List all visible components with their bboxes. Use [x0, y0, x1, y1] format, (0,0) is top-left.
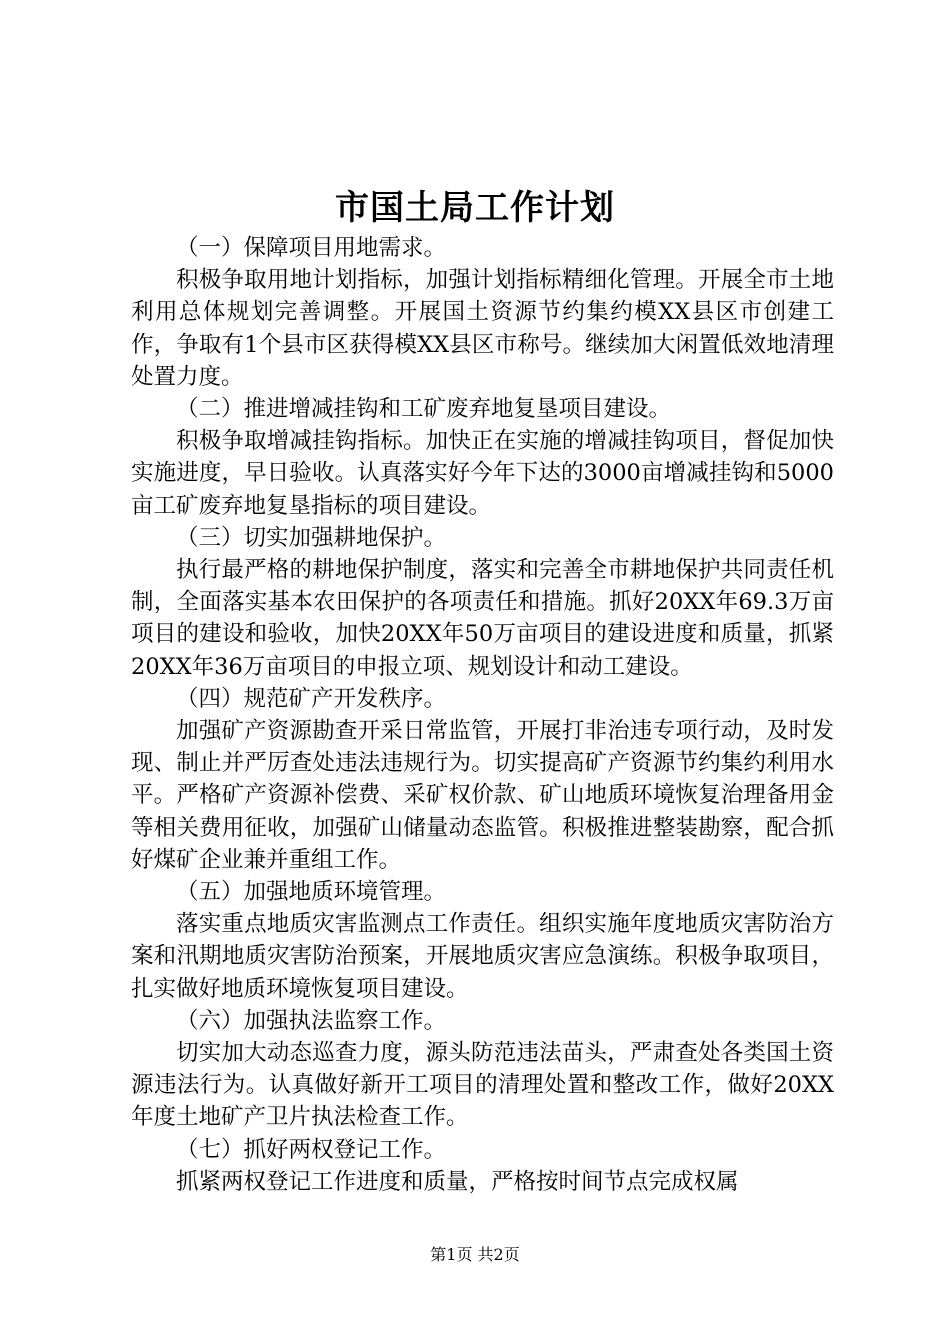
section-heading-7: （七）抓好两权登记工作。	[176, 1136, 447, 1163]
section-heading-3: （三）切实加强耕地保护。	[176, 524, 447, 551]
section-heading-5: （五）加强地质环境管理。	[176, 879, 447, 906]
paragraph-2: 积极争取增减挂钩指标。加快正在实施的增减挂钩项目，督促加快实施进度，早日验收。认真落实好今年下达的3000亩增减挂钩和5000亩工矿废弃地复垦指标的项目建设。	[131, 428, 834, 519]
paragraph-5: 落实重点地质灾害监测点工作责任。组织实施年度地质灾害防治方案和汛期地质灾害防治预案，开展地质灾害应急演练。积极争取项目，扎实做好地质环境恢复项目建设。	[131, 911, 834, 1002]
document-title: 市国土局工作计划	[335, 188, 615, 228]
paragraph-6: 切实加大动态巡查力度，源头防范违法苗头，严肃查处各类国土资源违法行为。认真做好新开工项目的清理处置和整改工作，做好20XX年度土地矿产卫片执法检查工作。	[131, 1040, 834, 1131]
section-heading-2: （二）推进增减挂钩和工矿废弃地复垦项目建设。	[176, 396, 672, 423]
section-heading-4: （四）规范矿产开发秩序。	[176, 685, 447, 712]
section-heading-1: （一）保障项目用地需求。	[176, 235, 447, 261]
paragraph-7: 抓紧两权登记工作进度和质量，严格按时间节点完成权属	[176, 1168, 739, 1195]
paragraph-4: 加强矿产资源勘查开采日常监管，开展打非治违专项行动，及时发现、制止并严厉查处违法违规行为。切实提高矿产资源节约集约利用水平。严格矿产资源补偿费、采矿权价款、矿山地质环境恢复治理备用金等相关费用征收，加强矿山储量动态监管。积极推进整装勘察，配合抓好煤矿企业兼并重组工作。	[131, 718, 834, 873]
paragraph-1: 积极争取用地计划指标，加强计划指标精细化管理。开展全市土地利用总体规划完善调整。开展国土资源节约集约模XX县区市创建工作，争取有1个县市区获得模XX县区市称号。继续加大闲置低效地清理处置力度。	[131, 267, 834, 390]
section-heading-6: （六）加强执法监察工作。	[176, 1007, 447, 1034]
paragraph-3: 执行最严格的耕地保护制度，落实和完善全市耕地保护共同责任机制，全面落实基本农田保护的各项责任和措施。抓好20XX年69.3万亩项目的建设和验收，加快20XX年50万亩项目的建设进度和质量，抓紧20XX年36万亩项目的申报立项、规划设计和动工建设。	[131, 557, 834, 680]
document-body	[131, 232, 834, 1198]
page-number-footer: 第1页 共2页	[430, 1245, 520, 1264]
